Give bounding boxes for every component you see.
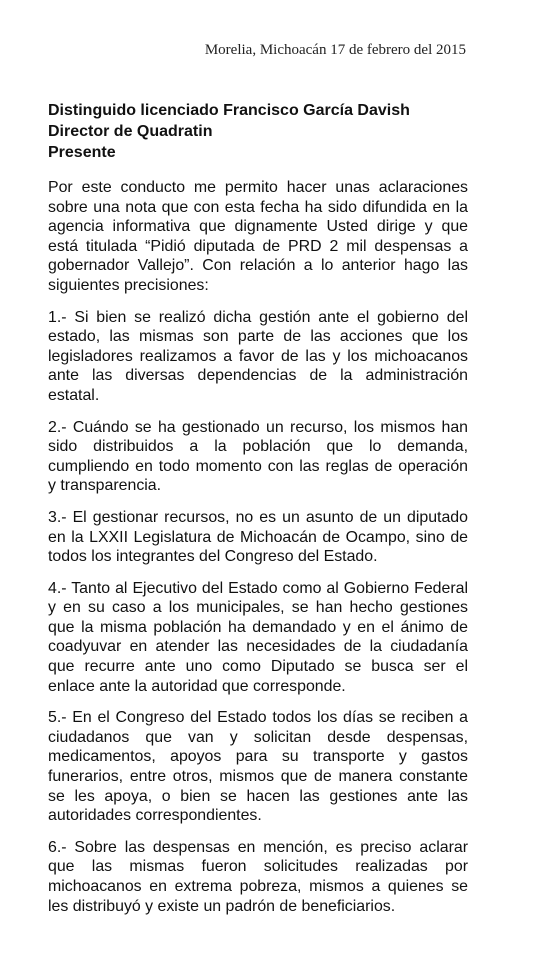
paragraph-point-1: 1.- Si bien se realizó dicha gestión ante el gobierno del estado, las mismas son parte de las acciones que los legisladores realizamos a favor de las y los michoacanos ante las diversas dependencias de la administración estatal. xyxy=(48,308,468,404)
letter-date: Morelia, Michoacán 17 de febrero del 2015 xyxy=(204,42,466,58)
paragraph-point-5: 5.- En el Congreso del Estado todos los días se reciben a ciudadanos que van y solicitan desde despensas, medicamentos, apoyos para su transporte y gastos funerarios, entre otros, mismos que de manera constante se les apoya, o bien se hacen las gestiones ante las autoridades correspondientes. xyxy=(48,709,468,825)
letter-body xyxy=(48,178,468,928)
paragraph-point-3: 3.- El gestionar recursos, no es un asunto de un diputado en la LXXII Legislatura de Michoacán de Ocampo, sino de todos los integrantes del Congreso del Estado. xyxy=(48,508,468,566)
paragraph-intro: Por este conducto me permito hacer unas aclaraciones sobre una nota que con esta fecha ha sido difundida en la agencia informativa que dignamente Usted dirige y que está titulada “Pidió diputada de PRD 2 mil despensas a gobernador Vallejo”. Con relación a lo anterior hago las siguientes precisiones: xyxy=(48,179,468,294)
paragraph-point-6: 6.- Sobre las despensas en mención, es preciso aclarar que las mismas fueron solicitudes realizadas por michoacanos en extrema pobreza, mismos a quienes se les distribuyó y existe un padrón de beneficiarios. xyxy=(48,838,468,915)
recipient-name: Distinguido licenciado Francisco García Davish xyxy=(48,102,410,119)
recipient-salutation: Presente xyxy=(48,144,116,161)
paragraph-point-4: 4.- Tanto al Ejecutivo del Estado como al Gobierno Federal y en su caso a los municipales, se han hecho gestiones que la misma población ha demandado y en el ánimo de coadyuvar en atender las necesidades de la ciudadanía que recurre ante uno como Diputado se busca ser el enlace ante la autoridad que corresponde. xyxy=(48,579,468,695)
recipient-title: Director de Quadratin xyxy=(48,123,213,140)
paragraph-point-2: 2.- Cuándo se ha gestionado un recurso, los mismos han sido distribuidos a la población que lo demanda, cumpliendo en todo momento con las reglas de operación y transparencia. xyxy=(48,418,468,495)
recipient-block xyxy=(48,100,478,163)
